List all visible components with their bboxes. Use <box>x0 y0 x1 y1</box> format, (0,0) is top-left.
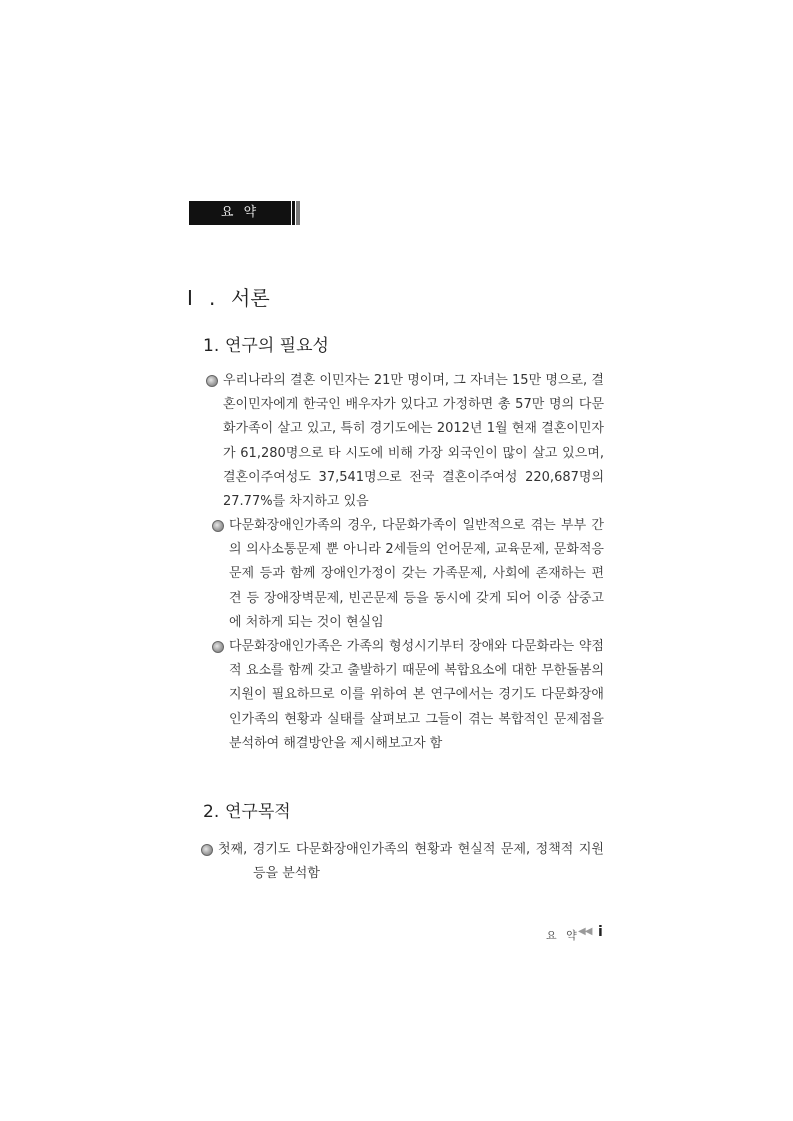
list-item-text: 다문화장애인가족의 경우, 다문화가족이 일반적으로 겪는 부부 간의 의사소통문제 뿐 아니라 2세들의 언어문제, 교육문제, 문화적응문제 등과 함께 장애인가정이 갖는 가족문제, 사회에 존재하는 편견 등 장애장벽문제, 빈곤문제 등을 동시에 갖게 되어 이중 삼중고에 처하게 되는 것이 현실임 <box>229 518 604 630</box>
subsection-title: 연구의 필요성 <box>225 336 329 356</box>
footer-arrows-icon: ◀◀ <box>578 926 592 937</box>
summary-tab: 요 약 <box>189 201 291 225</box>
list-item <box>206 369 604 514</box>
section-numeral: Ⅰ <box>187 286 193 310</box>
bullet-icon <box>212 520 224 532</box>
list-item-text: 다문화장애인가족은 가족의 형성시기부터 장애와 다문화라는 약점적 요소를 함께 갖고 출발하기 때문에 복합요소에 대한 무한돌봄의 지원이 필요하므로 이를 위하여 본 연구에서는 경기도 다문화장애인가족의 현황과 실태를 살펴보고 그들이 겪는 복합적인 문제점을 분석하여 해결방안을 제시해보고자 함 <box>229 639 604 751</box>
list-item <box>201 838 604 886</box>
list-item <box>212 514 604 635</box>
section-dot: . <box>209 286 216 310</box>
subsection-number: 1. <box>203 336 220 356</box>
list-item <box>212 635 604 756</box>
subsection-heading <box>203 331 329 356</box>
tab-edge-gray <box>296 201 300 225</box>
subsection-number: 2. <box>203 802 220 822</box>
bullet-icon <box>201 844 213 856</box>
page-number: i <box>598 924 603 940</box>
footer-label: 요 약 <box>546 929 580 942</box>
tab-edge-dark <box>292 201 295 225</box>
section-heading <box>187 282 270 311</box>
subsection-heading <box>203 797 291 822</box>
list-item-text: 우리나라의 결혼 이민자는 21만 명이며, 그 자녀는 15만 명으로, 결혼이민자에게 한국인 배우자가 있다고 가정하면 총 57만 명의 다문화가족이 살고 있고, 특히 경기도에는 2012년 1월 현재 결혼이민자가 61,280명으로 타 시도에 비해 가장 외국인이 많이 살고 있으며, 결혼이주여성도 37,541명으로 전국 결혼이주여성 220,687명의 27.77%를 차지하고 있음 <box>223 373 604 510</box>
bullet-icon <box>212 641 224 653</box>
subsection-title: 연구목적 <box>225 802 291 822</box>
section-title: 서론 <box>231 286 270 310</box>
bullet-icon <box>206 375 218 387</box>
list-item-text: 첫째, 경기도 다문화장애인가족의 현황과 현실적 문제, 정책적 지원 등을 분석함 <box>218 842 604 882</box>
